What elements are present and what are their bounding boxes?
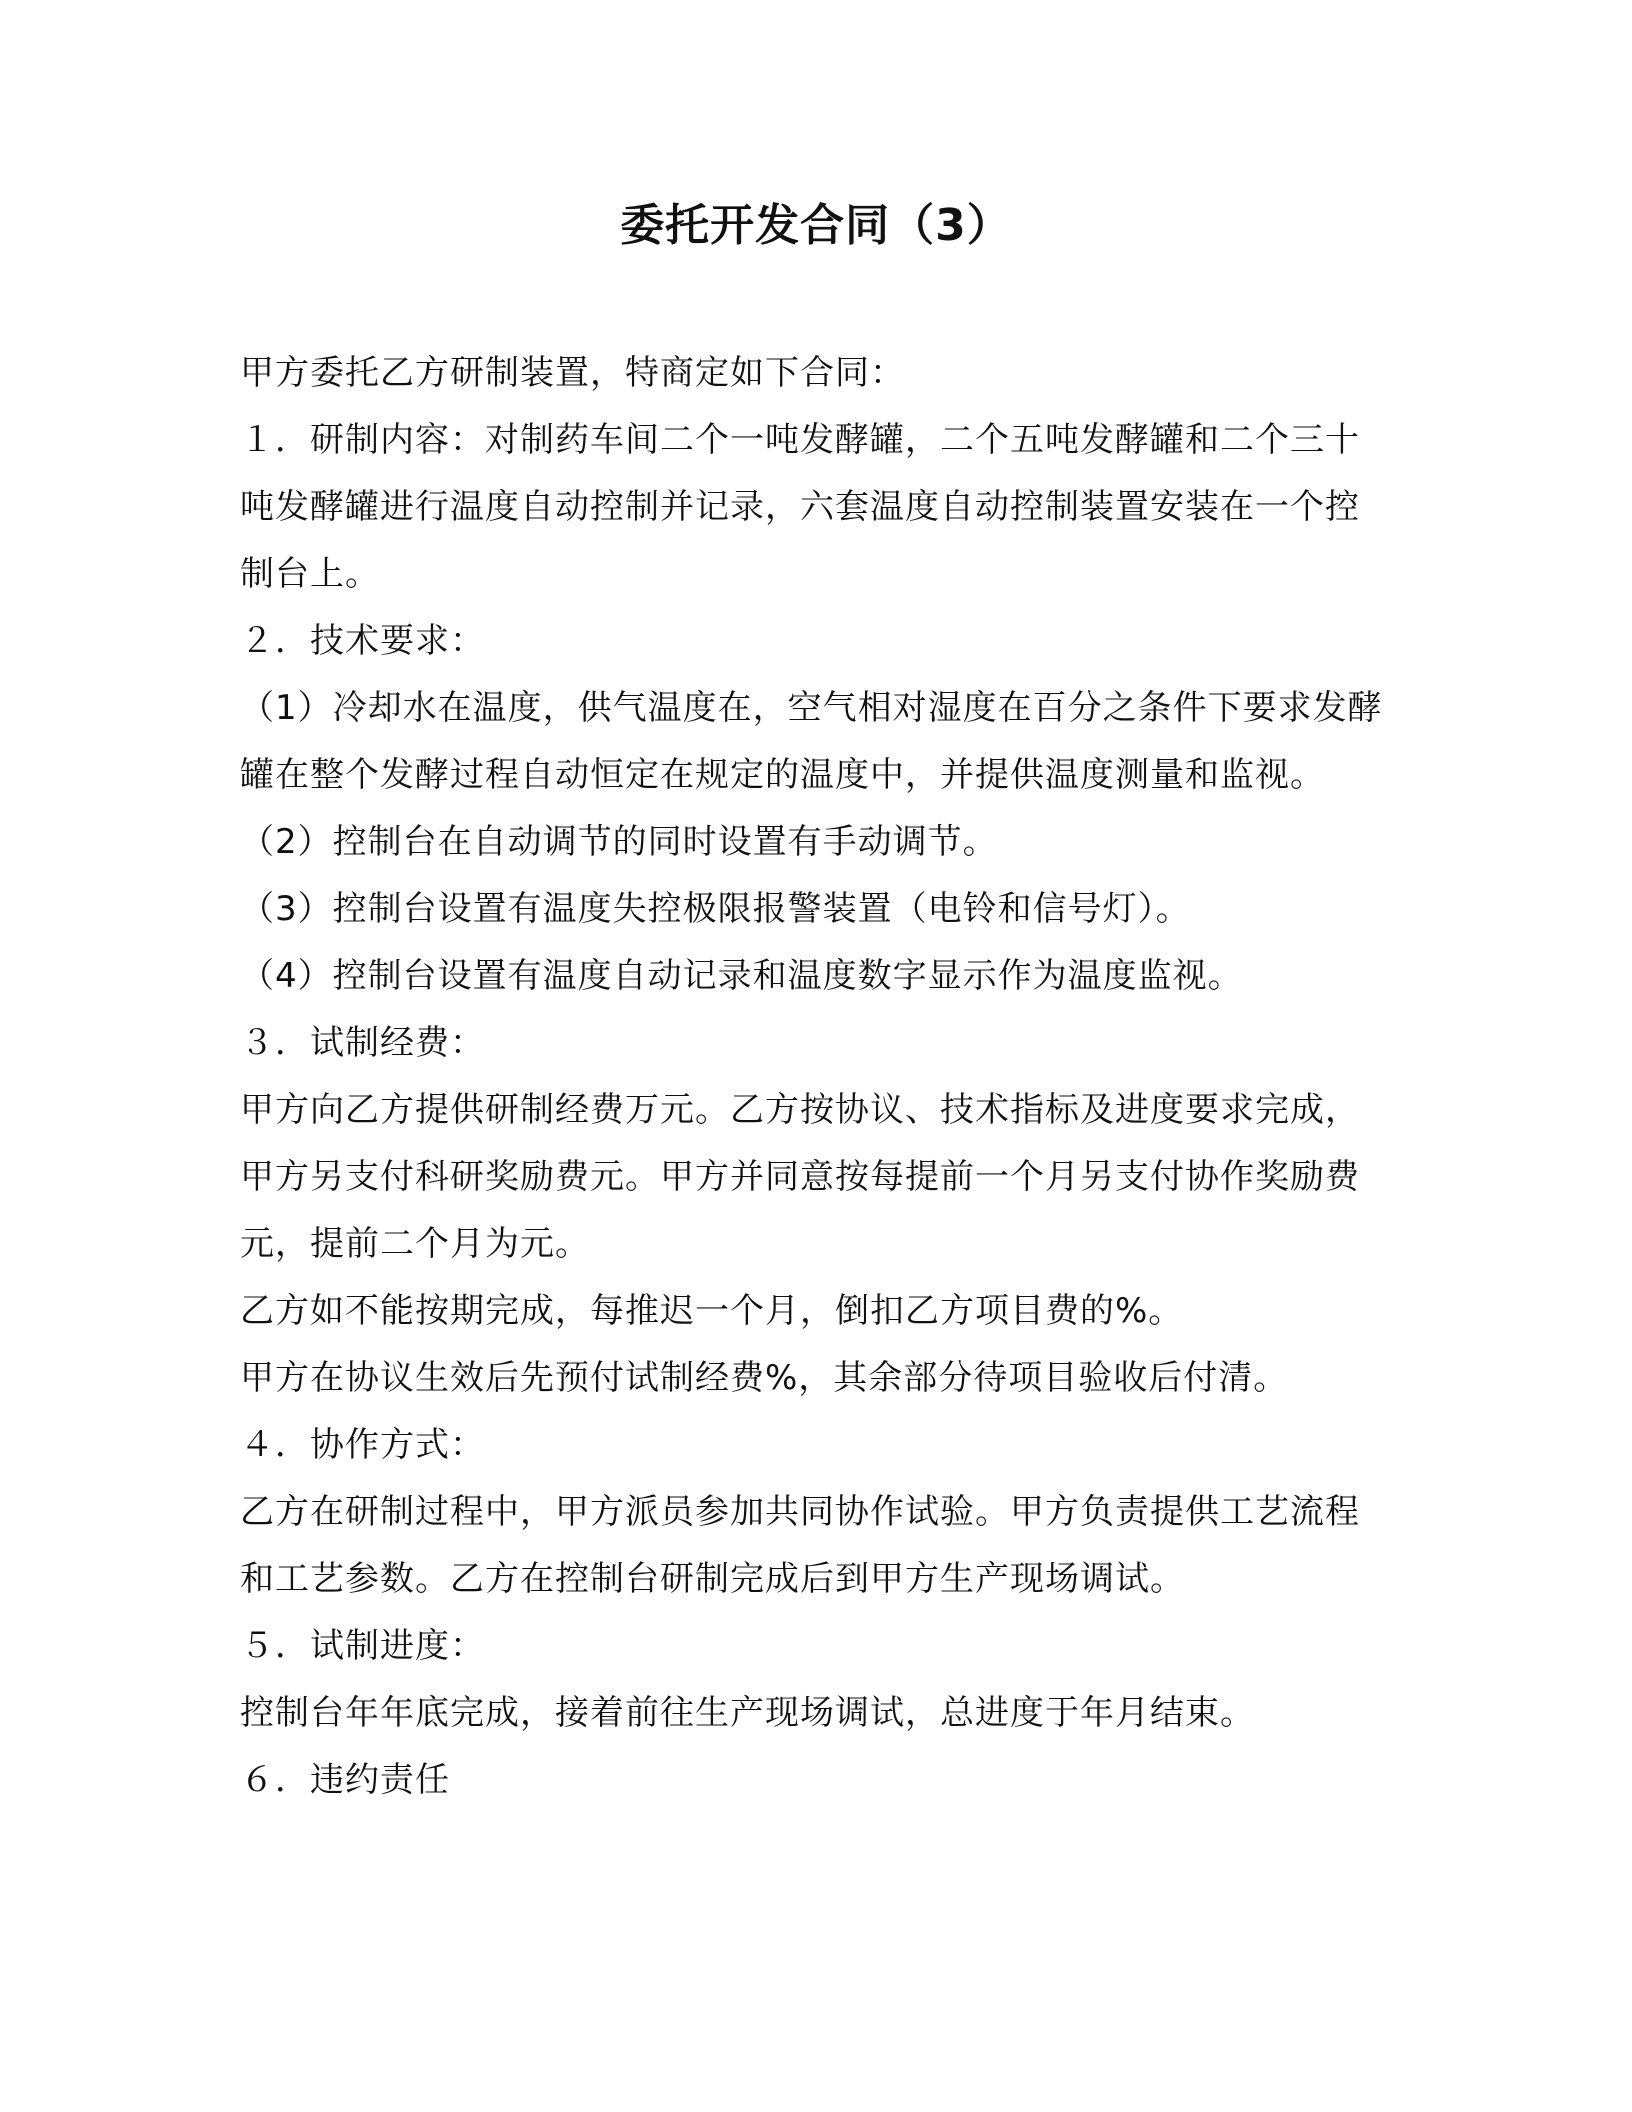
document-title: 委托开发合同（3） — [620, 200, 1012, 251]
heading-section-2: ２．技术要求： — [240, 621, 485, 661]
heading-section-3: ３．试制经费： — [240, 1023, 485, 1063]
paragraph-section-1: １．研制内容：对制药车间二个一吨发酵罐，二个五吨发酵罐和二个三十吨发酵罐进行温度自动控制并记录，六套温度自动控制装置安装在一个控制台上。 — [240, 420, 1360, 594]
heading-section-5: ５．试制进度： — [240, 1626, 485, 1666]
paragraph-requirement-3: （3）控制台设置有温度失控极限报警装置（电铃和信号灯）。 — [240, 889, 1191, 929]
document-body — [240, 340, 1385, 1814]
paragraph-penalty: 乙方如不能按期完成，每推迟一个月，倒扣乙方项目费的%。 — [240, 1291, 1184, 1331]
paragraph-funding: 甲方向乙方提供研制经费万元。乙方按协议、技术指标及进度要求完成，甲方另支付科研奖励费元。甲方并同意按每提前一个月另支付协作奖励费元，提前二个月为元。 — [240, 1090, 1360, 1264]
paragraph-cooperation: 乙方在研制过程中，甲方派员参加共同协作试验。甲方负责提供工艺流程和工艺参数。乙方在控制台研制完成后到甲方生产现场调试。 — [240, 1492, 1360, 1599]
paragraph-requirement-2: （2）控制台在自动调节的同时设置有手动调节。 — [240, 822, 998, 862]
heading-section-4: ４．协作方式： — [240, 1425, 485, 1465]
paragraph-schedule: 控制台年年底完成，接着前往生产现场调试，总进度于年月结束。 — [240, 1693, 1255, 1733]
paragraph-requirement-1: （1）冷却水在温度，供气温度在，空气相对湿度在百分之条件下要求发酵罐在整个发酵过程自动恒定在规定的温度中，并提供温度测量和监视。 — [240, 688, 1383, 795]
paragraph-requirement-4: （4）控制台设置有温度自动记录和温度数字显示作为温度监视。 — [240, 956, 1243, 996]
heading-section-6: ６．违约责任 — [240, 1760, 450, 1800]
paragraph-intro: 甲方委托乙方研制装置，特商定如下合同： — [240, 353, 905, 393]
paragraph-prepayment: 甲方在协议生效后先预付试制经费%，其余部分待项目验收后付清。 — [240, 1358, 1289, 1398]
